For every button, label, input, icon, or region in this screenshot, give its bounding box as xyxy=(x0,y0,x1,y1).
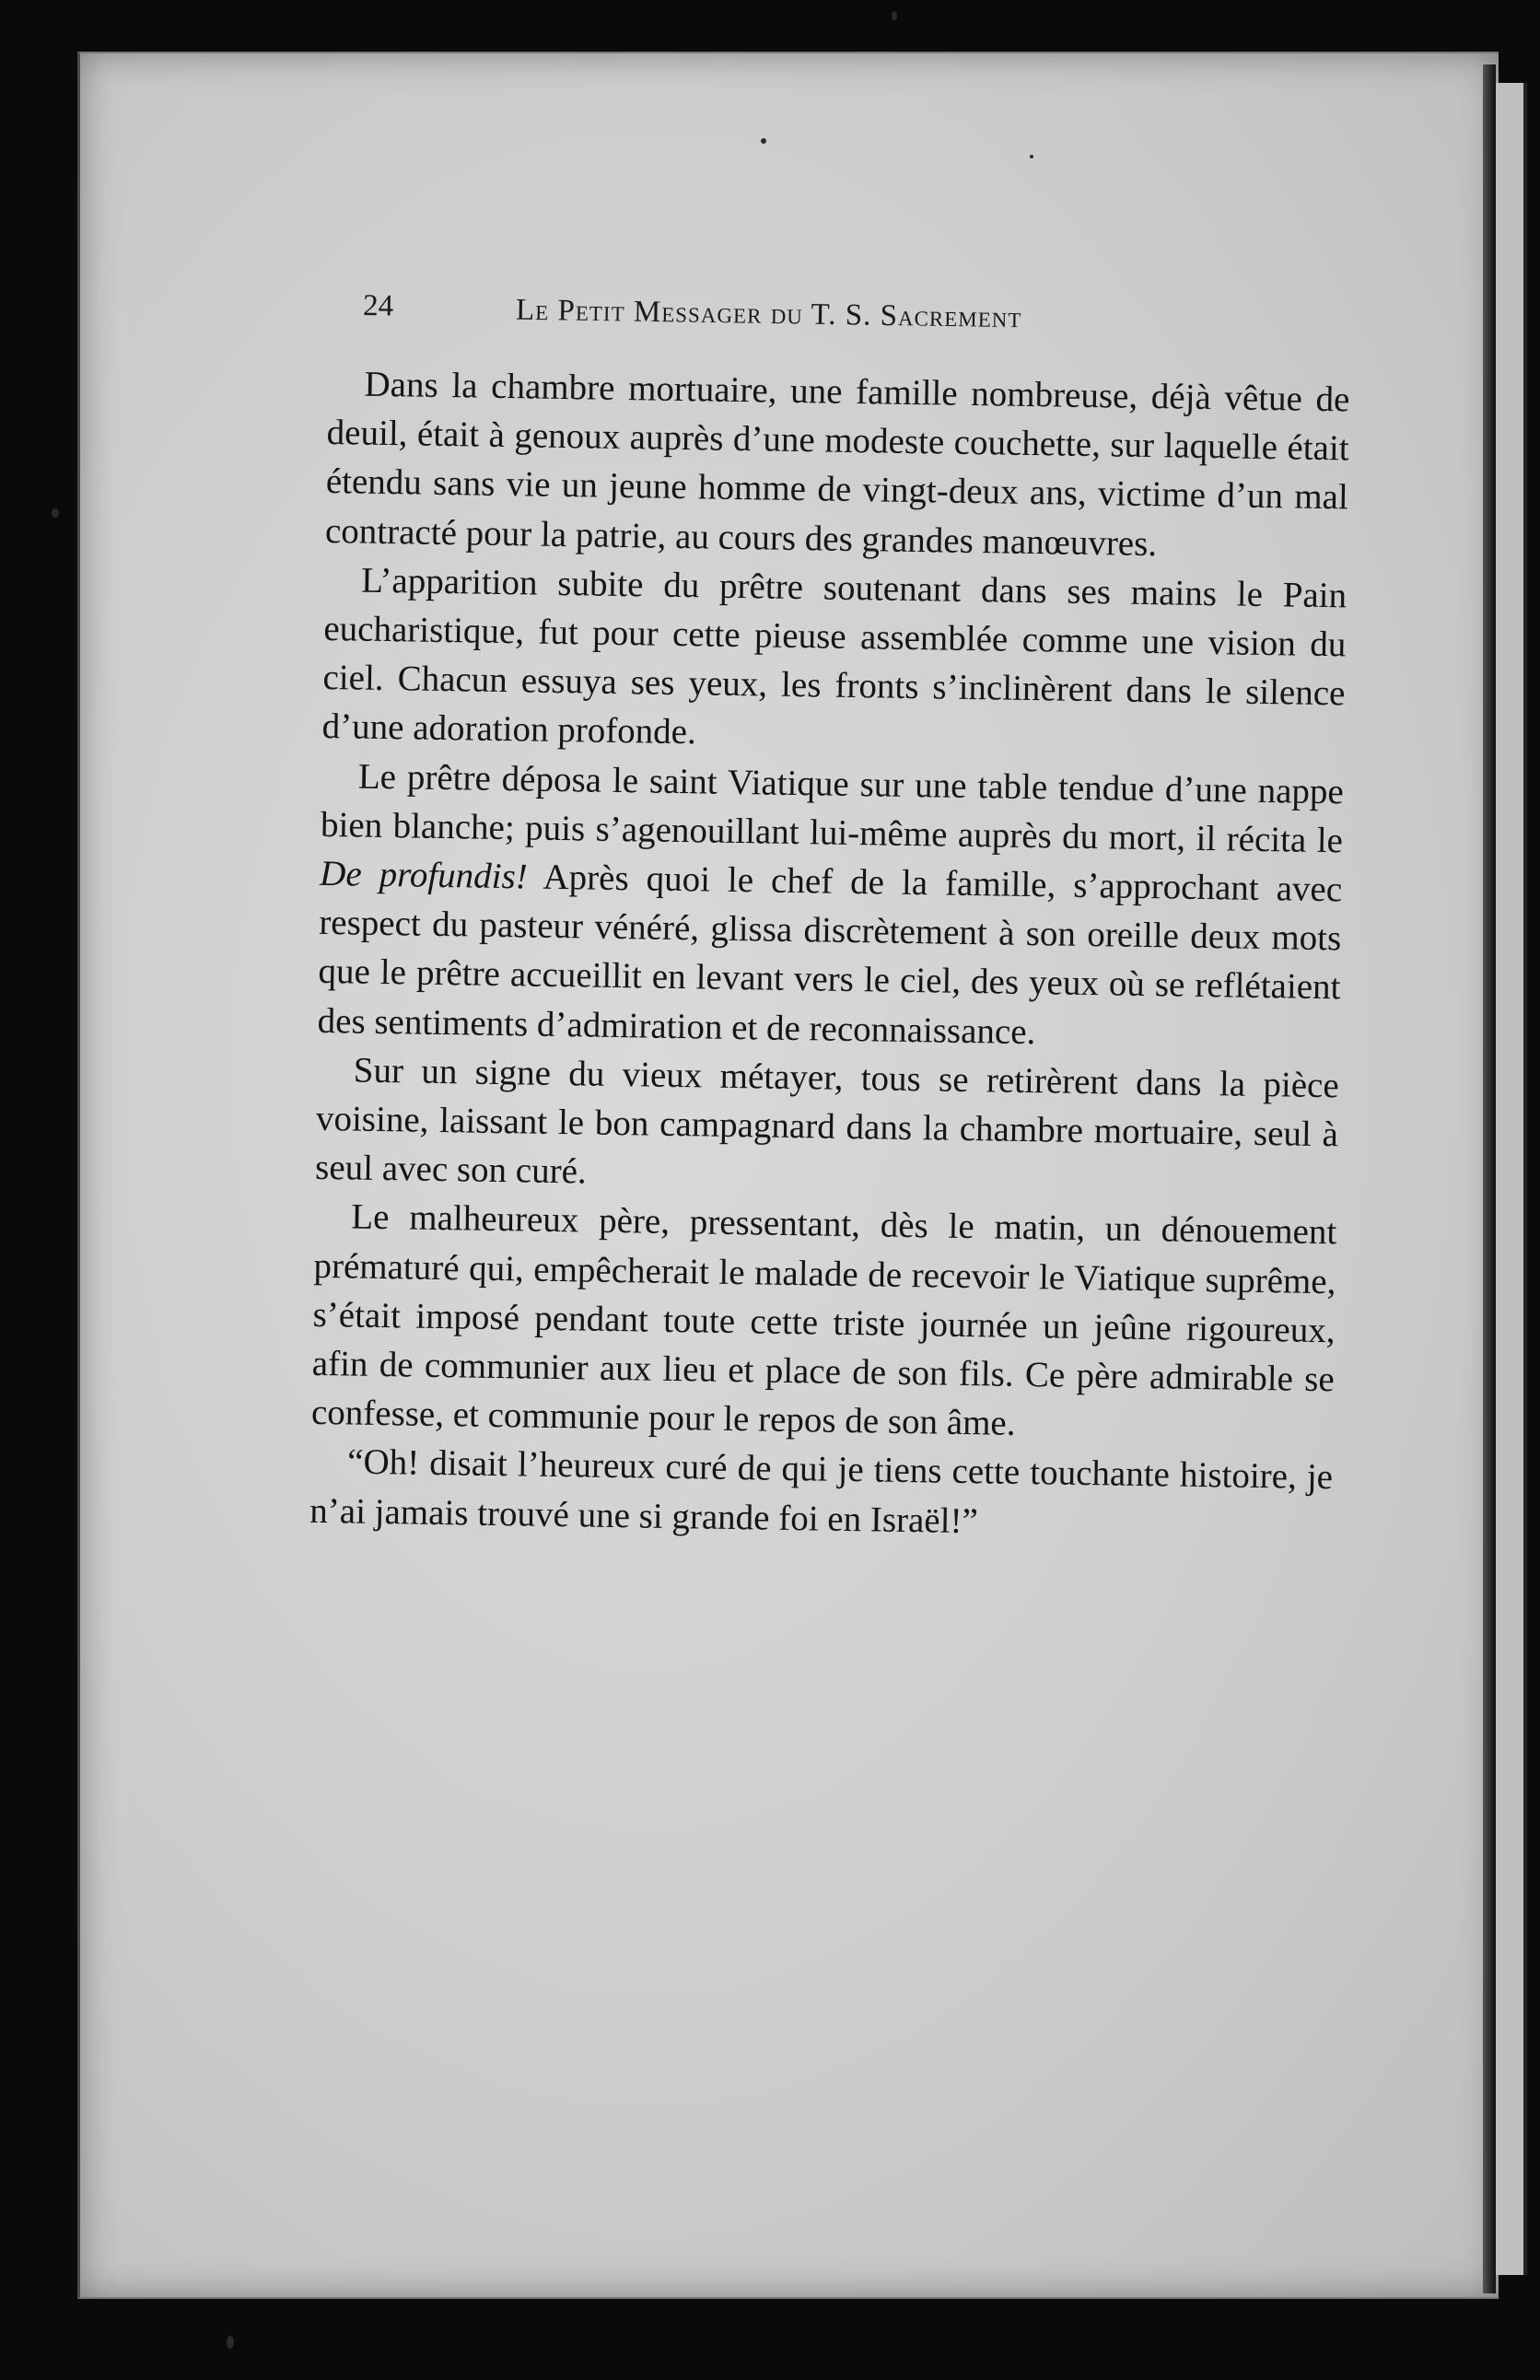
page-number: 24 xyxy=(362,289,394,323)
paragraph-text: Après quoi le chef de la famille, s’approchant avec respect du pasteur vénéré, glissa discrètement à son oreille deux mots que le prêtre accueillit en levant vers le ciel, des yeux où se reflétaient des sentiments d’admiration et de reconnaissance. xyxy=(317,857,1343,1052)
facing-page-edge xyxy=(1496,83,1527,2275)
scan-speck xyxy=(1030,155,1033,158)
paragraph xyxy=(317,752,1344,1062)
paragraph: Le malheureux père, pressentant, dès le matin, un dénouement prématuré qui, empêcherait le malade de recevoir le Viatique suprême, s’était imposé pendant toute cette triste journée un jeûne rigoureux, afin de communier aux lieu et place de son fils. Ce père admirable se confesse, et communie pour le repos de son âme. xyxy=(310,1196,1337,1444)
body-text xyxy=(309,359,1350,1551)
scan-speck xyxy=(227,2336,234,2349)
scan-speck xyxy=(892,11,897,20)
paragraph: L’apparition subite du prêtre soutenant dans ses mains le Pain eucharistique, fut pour cette pieuse assemblée comme une vision du ciel. Chacun essuya ses yeux, les fronts s’inclinèrent dans le silence d’une adoration profonde. xyxy=(321,560,1348,752)
italic-phrase: De profundis! xyxy=(319,853,529,897)
paragraph-text: Le prêtre déposa le saint Viatique sur une table tendue d’une nappe bien blanche; puis s’agenouillant lui-même auprès du mort, il récita le xyxy=(320,756,1345,861)
book-spine-shadow xyxy=(1483,64,1496,2293)
paragraph: Dans la chambre mortuaire, une famille nombreuse, déjà vêtue de deuil, était à genoux auprès d’une modeste couchette, sur laquelle était étendu sans vie un jeune homme de vingt-deux ans, victime d’un mal contracté pour la patrie, au cours des grandes manœuvres. xyxy=(324,364,1350,564)
paragraph: “Oh! disait l’heureux curé de qui je tiens cette touchante histoire, je n’ai jamais trouvé une si grande foi en Israël!” xyxy=(309,1441,1334,1541)
scan-speck xyxy=(761,138,766,144)
paragraph: Sur un signe du vieux métayer, tous se retirèrent dans la pièce voisine, laissant le bon campagnard dans la chambre mortuaire, seul à seul avec son curé. xyxy=(314,1050,1340,1192)
running-head: Le Petit Messager du T. S. Sacrement xyxy=(515,293,1022,335)
scan-speck xyxy=(52,508,59,518)
